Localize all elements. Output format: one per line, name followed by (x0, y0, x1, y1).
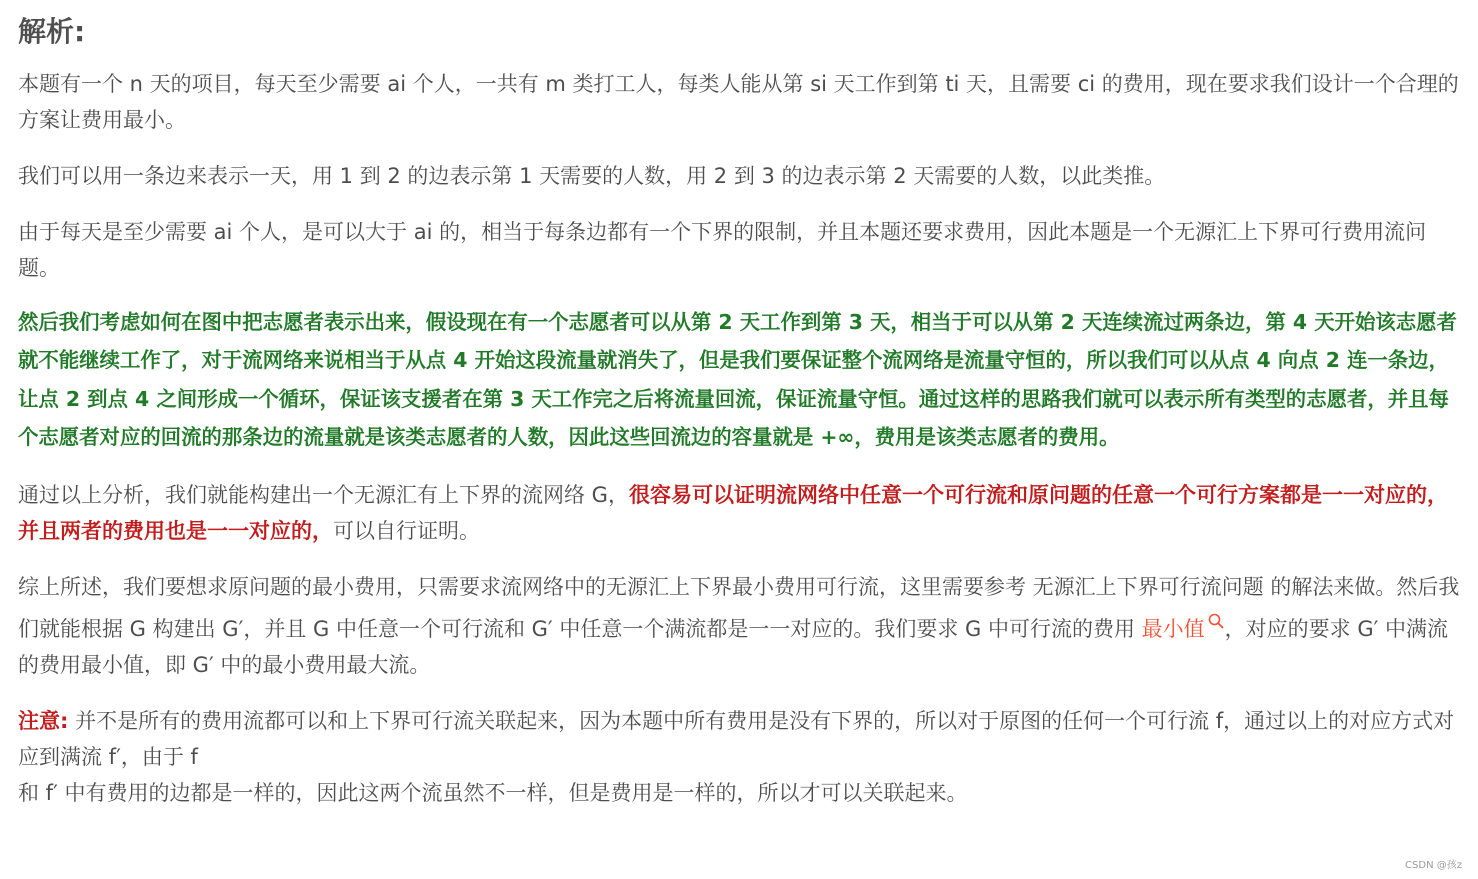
keyword-link-label[interactable]: 最小值 (1141, 616, 1205, 641)
search-icon[interactable] (1207, 605, 1225, 623)
highlight-text: 很容易可以证明流网络中任意一个可行流和原问题的任意一个可行方案都是一一对应的，并且两者的费用也是一一对应的， (18, 482, 1448, 543)
note-label: 注意: (18, 708, 69, 733)
paragraph-summary (18, 569, 1463, 683)
watermark: CSDN @孩z (1405, 860, 1462, 871)
paragraph-edge-per-day: 我们可以用一条边来表示一天，用 1 到 2 的边表示第 1 天需要的人数，用 2 到 3 的边表示第 2 天需要的人数，以此类推。 (18, 164, 1166, 188)
note-text-continued: 和 f′ 中有费用的边都是一样的，因此这两个流虽然不一样，但是费用是一样的，所以才可以关联起来。 (18, 780, 968, 805)
paragraph-note (18, 703, 1463, 811)
section-heading: 解析: (18, 15, 86, 48)
paragraph-text: 通过以上分析，我们就能构建出一个无源汇有上下界的流网络 G， (18, 482, 629, 507)
paragraph-text: 可以自行证明。 (333, 518, 480, 543)
paragraph-text: 综上所述，我们要想求原问题的最小费用，只需要求流网络中的无源汇上下界最小费用可行流，这里需要参考 无源汇上下界可行流问题 的解法来做。然后我们就能根据 G 构建出 G′，并且 G 中任意一个可行流和 G′ 中任意一个满流都是一一对应的。我们要求 G 中可行流的费用 (18, 574, 1460, 641)
paragraph-volunteer-modeling: 然后我们考虑如何在图中把志愿者表示出来，假设现在有一个志愿者可以从第 2 天工作到第 3 天，相当于可以从第 2 天连续流过两条边，第 4 天开始该志愿者就不能继续工作了，对于流网络来说相当于从点 4 开始这段流量就消失了，但是我们要保证整个流网络是流量守恒的，所以我们可以从点 4 向点 2 连一条边，让点 2 到点 4 之间形成一个循环，保证该支援者在第 3 天工作完之后将流量回流，保证流量守恒。通过这样的思路我们就可以表示所有类型的志愿者，并且每个志愿者对应的回流的那条边的流量就是该类志愿者的人数，因此这些回流边的容量就是 +∞，费用是该类志愿者的费用。 (18, 310, 1457, 450)
note-text: 并不是所有的费用流都可以和上下界可行流关联起来，因为本题中所有费用是没有下界的，所以对于原图的任何一个可行流 f，通过以上的对应方式对应到满流 f′，由于 f (18, 708, 1455, 769)
keyword-search-link[interactable] (1142, 617, 1225, 641)
paragraph-lower-bound: 由于每天是至少需要 ai 个人，是可以大于 ai 的，相当于每条边都有一个下界的限制，并且本题还要求费用，因此本题是一个无源汇上下界可行费用流问题。 (18, 220, 1427, 280)
paragraph-text: ，对应的要求 G′ 中满流的费用最小值，即 G′ 中的最小费用最大流。 (18, 616, 1449, 677)
article-body (18, 0, 1463, 831)
paragraph-problem-statement: 本题有一个 n 天的项目，每天至少需要 ai 个人，一共有 m 类打工人，每类人能从第 si 天工作到第 ti 天，且需要 ci 的费用，现在要求我们设计一个合理的方案让费用最小。 (18, 72, 1459, 132)
paragraph-network-construction (18, 477, 1463, 549)
